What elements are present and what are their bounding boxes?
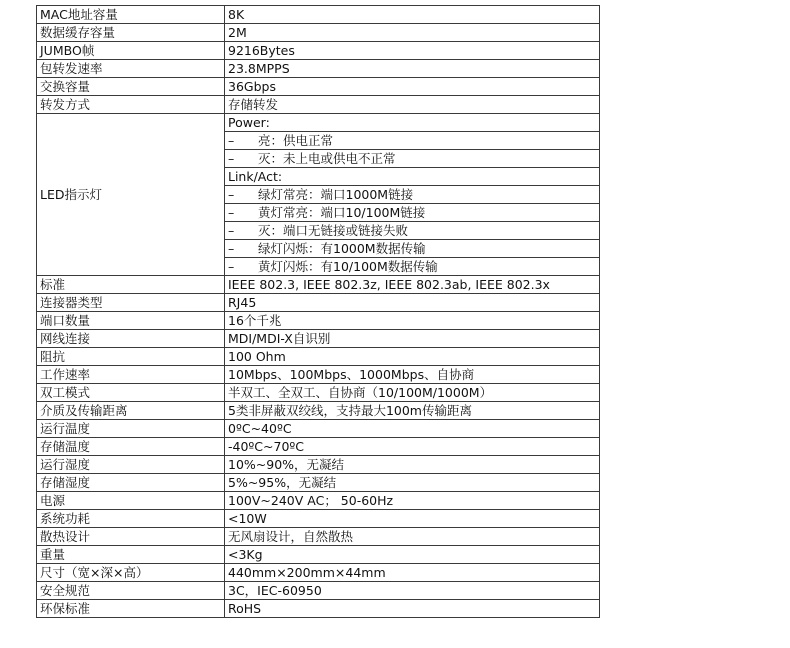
led-dash: –	[228, 133, 235, 148]
spec-row-standard	[37, 276, 600, 294]
spec-value: 5类非屏蔽双绞线，支持最大100m传输距离	[225, 402, 600, 420]
spec-key: 重量	[37, 546, 225, 564]
led-line	[225, 132, 599, 150]
led-dash: –	[228, 241, 235, 256]
spec-key: 连接器类型	[37, 294, 225, 312]
spec-key: 数据缓存容量	[37, 24, 225, 42]
spec-row	[37, 330, 600, 348]
led-text: 黄灯常亮：端口10/100M链接	[258, 205, 426, 220]
spec-value: 半双工、全双工、自协商（10/100M/1000M）	[225, 384, 600, 402]
spec-value: MDI/MDI-X自识别	[225, 330, 600, 348]
spec-value: 36Gbps	[225, 78, 600, 96]
spec-value: <10W	[225, 510, 600, 528]
led-text: 灭：未上电或供电不正常	[258, 151, 396, 166]
led-dash: –	[228, 205, 235, 220]
spec-row	[37, 420, 600, 438]
spec-key: MAC地址容量	[37, 6, 225, 24]
spec-row	[37, 384, 600, 402]
spec-value: RoHS	[225, 600, 600, 618]
spec-value: <3Kg	[225, 546, 600, 564]
spec-key: 存储湿度	[37, 474, 225, 492]
led-line	[225, 186, 599, 204]
spec-row	[37, 96, 600, 114]
spec-key: 散热设计	[37, 528, 225, 546]
led-line	[225, 204, 599, 222]
spec-key: 包转发速率	[37, 60, 225, 78]
spec-key: 端口数量	[37, 312, 225, 330]
spec-row	[37, 294, 600, 312]
spec-key: 介质及传输距离	[37, 402, 225, 420]
led-lines	[225, 114, 600, 276]
led-text: Power:	[228, 115, 270, 130]
led-line	[225, 114, 599, 132]
led-dash: –	[228, 223, 235, 238]
spec-value: RJ45	[225, 294, 600, 312]
spec-value: 16个千兆	[225, 312, 600, 330]
spec-row	[37, 546, 600, 564]
spec-key: 安全规范	[37, 582, 225, 600]
spec-value: 2M	[225, 24, 600, 42]
spec-key: 存储温度	[37, 438, 225, 456]
led-line	[225, 150, 599, 168]
spec-row	[37, 312, 600, 330]
spec-value: 无风扇设计，自然散热	[225, 528, 600, 546]
spec-row	[37, 366, 600, 384]
spec-key: 标准	[37, 276, 225, 294]
spec-value: 100 Ohm	[225, 348, 600, 366]
spec-table-body	[37, 6, 600, 618]
spec-value: IEEE 802.3, IEEE 802.3z, IEEE 802.3ab, IEEE 802.3x	[225, 276, 600, 294]
spec-row	[37, 60, 600, 78]
led-text: 绿灯常亮：端口1000M链接	[258, 187, 414, 202]
led-dash: –	[228, 187, 235, 202]
led-text: 黄灯闪烁：有10/100M数据传输	[258, 259, 438, 274]
spec-row	[37, 474, 600, 492]
spec-value: 440mm×200mm×44mm	[225, 564, 600, 582]
led-text: 灭：端口无链接或链接失败	[258, 223, 409, 238]
spec-key: 双工模式	[37, 384, 225, 402]
spec-row-led	[37, 114, 600, 276]
spec-value: 10%~90%，无凝结	[225, 456, 600, 474]
spec-value: 3C，IEC-60950	[225, 582, 600, 600]
spec-value: 5%~95%，无凝结	[225, 474, 600, 492]
spec-value: 9216Bytes	[225, 42, 600, 60]
spec-row	[37, 582, 600, 600]
led-line	[225, 168, 599, 186]
spec-key: 转发方式	[37, 96, 225, 114]
spec-value: 存储转发	[225, 96, 600, 114]
spec-key: JUMBO帧	[37, 42, 225, 60]
spec-key: 工作速率	[37, 366, 225, 384]
spec-key: 电源	[37, 492, 225, 510]
spec-row	[37, 24, 600, 42]
led-line	[225, 240, 599, 258]
spec-row	[37, 510, 600, 528]
spec-key: 尺寸（宽×深×高）	[37, 564, 225, 582]
spec-row	[37, 348, 600, 366]
spec-value: 8K	[225, 6, 600, 24]
spec-row	[37, 564, 600, 582]
spec-row	[37, 492, 600, 510]
spec-value: 100V~240V AC； 50-60Hz	[225, 492, 600, 510]
spec-row	[37, 402, 600, 420]
spec-key: 运行湿度	[37, 456, 225, 474]
led-dash: –	[228, 259, 235, 274]
led-line	[225, 222, 599, 240]
spec-row	[37, 42, 600, 60]
spec-key: 环保标准	[37, 600, 225, 618]
spec-key: LED指示灯	[37, 114, 225, 276]
led-dash: –	[228, 151, 235, 166]
spec-value: 10Mbps、100Mbps、1000Mbps、自协商	[225, 366, 600, 384]
spec-key: 运行温度	[37, 420, 225, 438]
spec-key: 交换容量	[37, 78, 225, 96]
spec-table	[36, 5, 600, 618]
spec-row	[37, 528, 600, 546]
led-line	[225, 258, 599, 275]
led-text: 亮：供电正常	[258, 133, 334, 148]
spec-value: 0ºC~40ºC	[225, 420, 600, 438]
spec-row	[37, 600, 600, 618]
led-text: Link/Act:	[228, 169, 283, 184]
spec-key: 网线连接	[37, 330, 225, 348]
spec-row	[37, 78, 600, 96]
spec-row	[37, 438, 600, 456]
spec-value: -40ºC~70ºC	[225, 438, 600, 456]
spec-key: 系统功耗	[37, 510, 225, 528]
spec-row	[37, 6, 600, 24]
led-text: 绿灯闪烁：有1000M数据传输	[258, 241, 426, 256]
spec-row	[37, 456, 600, 474]
spec-value: 23.8MPPS	[225, 60, 600, 78]
spec-key: 阻抗	[37, 348, 225, 366]
